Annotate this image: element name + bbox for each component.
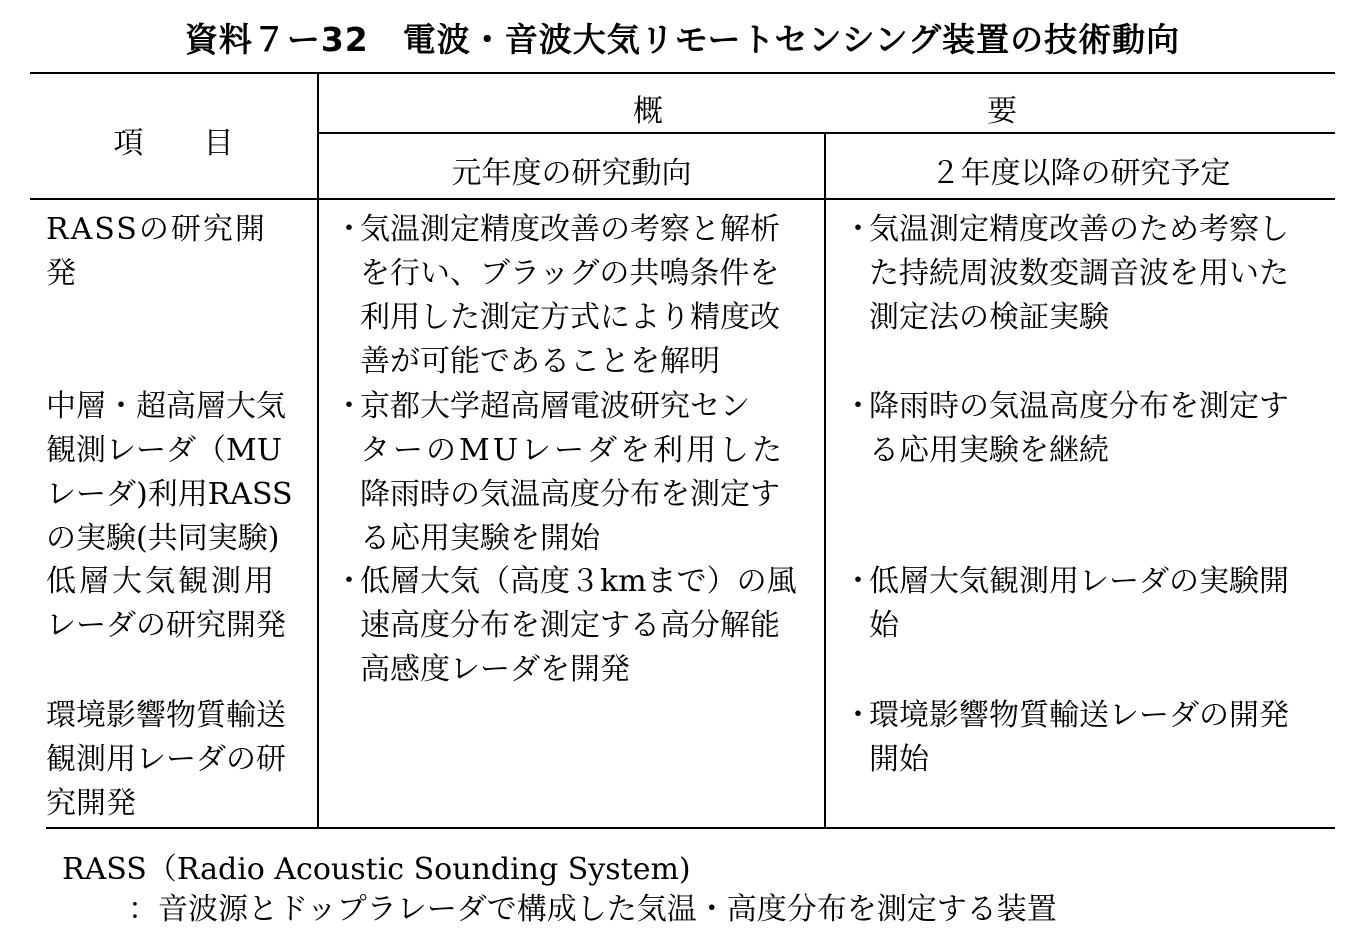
row-2-fy1-line-2: ターのMUレーダを利用した <box>360 433 786 468</box>
row-1-item <box>46 208 267 296</box>
row-3-fy1 <box>334 560 814 692</box>
row-2-item-line-4: の実験(共同実験) <box>46 521 280 556</box>
footnote-line-2: ：音波源とドップラレーダで構成した気温・高度分布を測定する装置 <box>128 892 1057 927</box>
bullet-mark: ・ <box>334 212 364 247</box>
row-1-fy1-line-3: 利用した測定方式により精度改 <box>360 300 780 335</box>
row-3-fy1-line-3: 高感度レーダを開発 <box>360 652 630 687</box>
row-4-item-line-1: 環境影響物質輸送 <box>46 698 286 733</box>
row-1-fy2-line-3: 測定法の検証実験 <box>869 300 1109 335</box>
row-2-fy1-line-3: 降雨時の気温高度分布を測定す <box>360 477 780 512</box>
row-3-fy2-line-2: 始 <box>869 608 899 643</box>
row-4-item-line-3: 究開発 <box>46 786 136 821</box>
row-2-item-line-3: レーダ)利用RASS <box>46 477 293 512</box>
bullet-mark: ・ <box>334 564 364 599</box>
row-3-item-line-1: 低層大気観測用 <box>46 564 277 599</box>
header-fy1: 元年度の研究動向 <box>451 156 692 191</box>
row-3-fy2-line-1: 低層大気観測用レーダの実験開 <box>869 564 1289 599</box>
header-item: 項 目 <box>113 126 234 161</box>
bullet-mark: ・ <box>843 564 873 599</box>
row-1-fy2-line-2: た持続周波数変調音波を用いた <box>869 256 1289 291</box>
footnote-line-1: RASS（Radio Acoustic Sounding System) <box>62 852 691 887</box>
row-3-fy1-line-1: 低層大気（高度３kmまで）の風 <box>360 564 797 599</box>
row-1-fy1-line-4: 善が可能であることを解明 <box>360 344 720 379</box>
table-top-rule <box>30 72 1335 74</box>
row-3-item-line-2: レーダの研究開発 <box>46 608 286 643</box>
row-2-fy2-line-2: る応用実験を継続 <box>869 433 1109 468</box>
row-3-fy1-line-2: 速高度分布を測定する高分解能 <box>360 608 780 643</box>
row-1-fy2-line-1: 気温測定精度改善のため考察し <box>869 212 1289 247</box>
row-2-item <box>46 385 293 561</box>
row-4-fy2 <box>843 694 1328 782</box>
header-sub-rule <box>318 132 1335 134</box>
bullet-mark: ・ <box>843 212 873 247</box>
row-3-fy2 <box>843 560 1328 648</box>
row-1-fy2 <box>843 208 1328 340</box>
header-overview-left: 概 <box>633 94 663 129</box>
header-fy2: ２年度以降の研究予定 <box>930 156 1231 191</box>
bullet-mark: ・ <box>843 698 873 733</box>
row-4-fy2-line-2: 開始 <box>869 742 929 777</box>
column-divider-2 <box>824 133 826 827</box>
row-1-fy1-line-2: を行い、ブラッグの共鳴条件を <box>360 256 780 291</box>
row-4-item-line-2: 観測用レーダの研 <box>46 742 286 777</box>
row-2-fy1 <box>334 385 814 561</box>
row-4-fy2-line-1: 環境影響物質輸送レーダの開発 <box>869 698 1289 733</box>
row-3-item <box>46 560 286 648</box>
header-bottom-rule <box>30 198 1335 200</box>
row-4-item <box>46 694 286 826</box>
header-overview-right: 要 <box>987 94 1017 129</box>
page-title: 資料７ー32 電波・音波大気リモートセンシング装置の技術動向 <box>184 20 1181 59</box>
row-1-item-line-2: 発 <box>46 256 76 291</box>
bullet-mark: ・ <box>334 389 364 424</box>
table-bottom-rule <box>46 827 1335 829</box>
row-2-fy2-line-1: 降雨時の気温高度分布を測定す <box>869 389 1289 424</box>
row-2-fy2 <box>843 385 1328 473</box>
row-1-fy1 <box>334 208 814 384</box>
row-2-fy1-line-1: 京都大学超高層電波研究セン <box>360 389 750 424</box>
row-2-item-line-1: 中層・超高層大気 <box>46 389 286 424</box>
bullet-mark: ・ <box>843 389 873 424</box>
row-2-fy1-line-4: る応用実験を開始 <box>360 521 600 556</box>
row-1-fy1-line-1: 気温測定精度改善の考察と解析 <box>360 212 780 247</box>
row-1-item-line-1: RASSの研究開 <box>46 212 267 247</box>
row-2-item-line-2: 観測レーダ（MU <box>46 433 283 468</box>
